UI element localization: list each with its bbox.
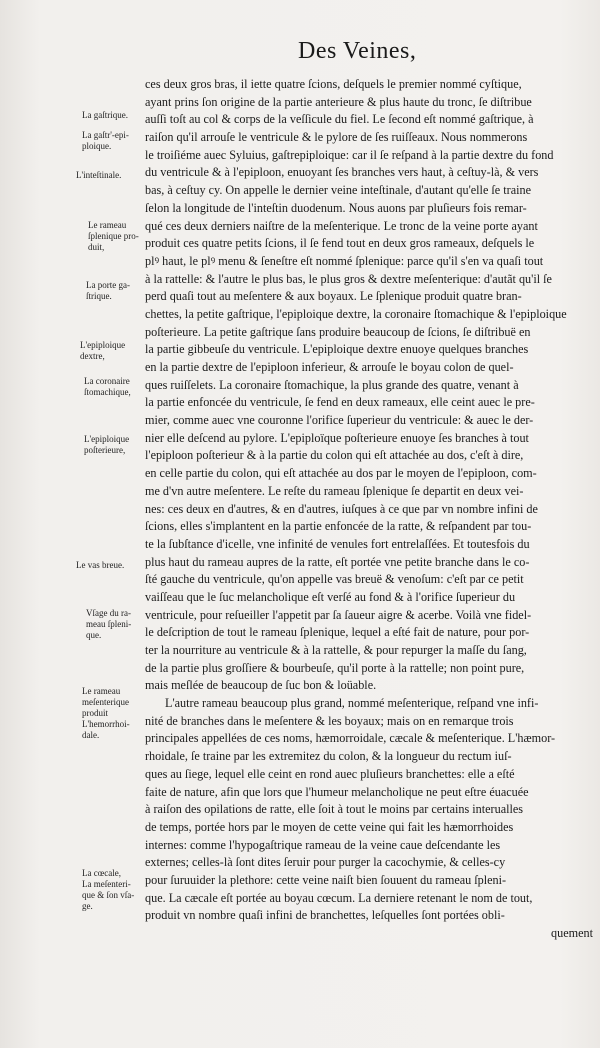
marginal-note: La coronaire ſtomachique, — [84, 376, 131, 397]
marginal-note: L'epiploique dextre, — [80, 340, 126, 361]
marginal-note: Vſage du ra- meau ſpleni- que. — [86, 608, 132, 640]
text-line: mais meſlée de beaucoup de ſuc bon & loüable. — [145, 678, 377, 693]
text-line: pour ſuruuider la plethore: cette veine naiſt bien ſouuent du rameau ſpleni- — [145, 872, 507, 887]
text-line: plus haut du rameau aupres de la ratte, eſt portée vne petite branche dans le co- — [145, 554, 530, 569]
text-line: internes: comme l'hypogaſtrique rameau de la veine caue deſcendante les — [145, 837, 501, 852]
marginal-note: La gaſtrique. — [82, 110, 128, 120]
text-line: ſté gauche du ventricule, qu'on appelle vas breuë & venoſum: c'eſt par ce petit — [145, 572, 524, 587]
text-line: perd quaſi tout au meſentere & aux boyaux. Le ſplenique produit quatre bran- — [145, 289, 522, 304]
text-line: l'epiploon poſterieur & à la partie du colon qui eſt attachée au dos, c'eſt à dire, — [145, 448, 524, 463]
text-line: le deſcription de tout le rameau ſplenique, lequel a eſté fait de nature, pour por- — [145, 625, 530, 640]
text-line: ques au ſiege, lequel elle ceint en rond auec pluſieurs branchettes: elle a eſté — [145, 766, 515, 781]
text-line: te la ſubſtance d'icelle, vne infinité de venules fort entrelaſſées. Et toutesfois du — [145, 536, 530, 551]
text-line: plꝰ haut, le plꝰ menu & ſeneſtre eſt nommé ſplenique: parce qu'il s'en va quaſi tout — [145, 253, 544, 268]
marginal-note: Le rameau ſplenique pro- duit, — [88, 220, 139, 252]
text-line: externes; celles-là ſont dites ſeruir pour purger la cacochymie, & celles-cy — [145, 855, 506, 870]
text-line: me d'vn autre meſentere. Le reſte du rameau ſplenique ſe departit en deux vei- — [145, 483, 524, 498]
text-line: du ventricule & à l'epiploon, enuoyant ſes branches vers haut, à ceſtuy-là, & vers — [145, 165, 539, 180]
text-line: quement — [551, 926, 593, 940]
text-line: poſterieure. La petite gaſtrique ſans produire beaucoup de ſcions, ſe diſtribuë en — [145, 324, 531, 339]
text-line: de temps, portée hors par le moyen de cette veine qui fait les hæmorrhoides — [145, 819, 514, 834]
text-line: le troiſiéme auec Syluius, gaſtrepiploique: car il ſe reſpand à la partie dextre du fond — [145, 147, 554, 162]
text-line: mier, comme auec vne couronne l'orifice ſuperieur du ventricule: & auec le der- — [145, 413, 534, 428]
text-line: nité de branches dans le meſentere & les boyaux; mais on en remarque trois — [145, 713, 514, 728]
text-line: faite de nature, afin que lors que l'humeur melancholique ne peut eſtre éuacuée — [145, 784, 529, 799]
text-line: chettes, la petite gaſtrique, l'epiploique dextre, la coronaire ſtomachique & l'epiploique — [145, 306, 567, 321]
text-line: auſſi toſt au col & corps de la veſſicule du fiel. Le ſecond eſt nommé gaſtrique, à — [145, 112, 534, 127]
text-line: rhoidale, ſe traine par les extremitez du colon, & la longueur du rectum iuſ- — [145, 749, 512, 764]
marginal-note: L'epiploique poſterieure, — [84, 434, 130, 455]
marginal-notes — [0, 0, 140, 1048]
text-line: ces deux gros bras, il iette quatre ſcions, deſquels le premier nommé cyſtique, — [145, 77, 522, 91]
text-line: L'autre rameau beaucoup plus grand, nommé meſenterique, reſpand vne infi- — [165, 696, 539, 711]
text-line: qué ces deux derniers naiſtre de la meſenterique. Le tronc de la veine porte ayant — [145, 218, 538, 233]
text-line: à raiſon des opilations de ratte, elle ſoit à tout le moins par certains interualles — [145, 802, 524, 817]
text-line: la partie gibbeuſe du ventricule. L'epiploique dextre enuoye quelques branches — [145, 342, 529, 357]
text-line: de la partie plus groſſiere & bourbeuſe, qu'il porte à la rattelle; non point pure, — [145, 660, 525, 675]
text-line: ſcions, elles s'implantent en la partie enfoncée de la ratte, & reſpandent par tou- — [145, 519, 532, 534]
text-line: ſelon la longitude de l'inteſtin duodenum. Nous auons par pluſieurs fois remar- — [145, 200, 527, 215]
text-line: produit vn nombre quaſi infini de branchettes, leſquelles ſont portées obli- — [145, 908, 505, 923]
marginal-note: La cœcale, La meſenteri- que & ſon vſa- ge. — [82, 868, 135, 911]
running-head: Des Veines, — [298, 38, 417, 64]
text-line: vaiſſeau que le ſuc melancholique eſt verſé au fond & à l'orifice ſuperieur du — [145, 589, 516, 604]
text-line: ventricule, pour reſueiller l'appetit par ſa ſaueur aigre & acerbe. Voilà vne fidel- — [145, 607, 532, 622]
text-line: nes: ces deux en d'autres, & en d'autres, iuſques à ce que par vn nombre infini de — [145, 501, 538, 516]
marginal-note: La gaſtr'-epi- ploique. — [82, 130, 129, 151]
marginal-note: La porte ga- ſtrique. — [86, 280, 130, 301]
text-line: raiſon qu'il arrouſe le ventricule & le pylore de ſes ruiſſeaux. Nous nommerons — [145, 130, 528, 145]
marginal-note: Le rameau meſenterique produit L'hemorrhoi- dale. — [82, 686, 130, 740]
text-line: ayant prins ſon origine de la partie anterieure & plus haute du tronc, ſe diſtribue — [145, 94, 532, 109]
text-line: que. La cæcale eſt portée au boyau cœcum. La derniere retenant le nom de tout, — [145, 890, 533, 905]
text-line: principales appellées de ces noms, hæmorroidale, cæcale & meſenterique. L'hæmor- — [145, 731, 556, 746]
text-line: à la rattelle: & l'autre le plus bas, le plus gros & dextre meſenterique: d'autãt qu'il ſe — [145, 271, 552, 286]
text-line: ter la nourriture au ventricule & à la rattelle, & pour repurger la maſſe du ſang, — [145, 643, 527, 657]
text-line: produit ces quatre petits ſcions, il ſe fend tout en deux gros rameaux, deſquels le — [145, 236, 535, 251]
text-line: nier elle deſcend au pylore. L'epiploïque poſterieure enuoye ſes branches à tout — [145, 430, 529, 445]
text-line: ques ruiſſelets. La coronaire ſtomachique, la plus grande des quatre, venant à — [145, 377, 519, 392]
text-line: la partie enfoncée du ventricule, ſe fend en deux rameaux, elle ceint auec le pre- — [145, 395, 535, 410]
text-line: en la partie dextre de l'epiploon inferieur, & arrouſe le boyau colon de quel- — [145, 360, 514, 374]
marginal-note: Le vas breue. — [76, 560, 125, 570]
body-text — [145, 76, 593, 943]
text-line: bas, à ceſtuy cy. On appelle le dernier veine inteſtinale, d'autant qu'elle ſe traine — [145, 183, 531, 198]
marginal-note: L'inteſtinale. — [76, 170, 122, 180]
text-line: en celle partie du colon, qui eſt attachée au dos par le moyen de l'epiploon, com- — [145, 466, 537, 481]
